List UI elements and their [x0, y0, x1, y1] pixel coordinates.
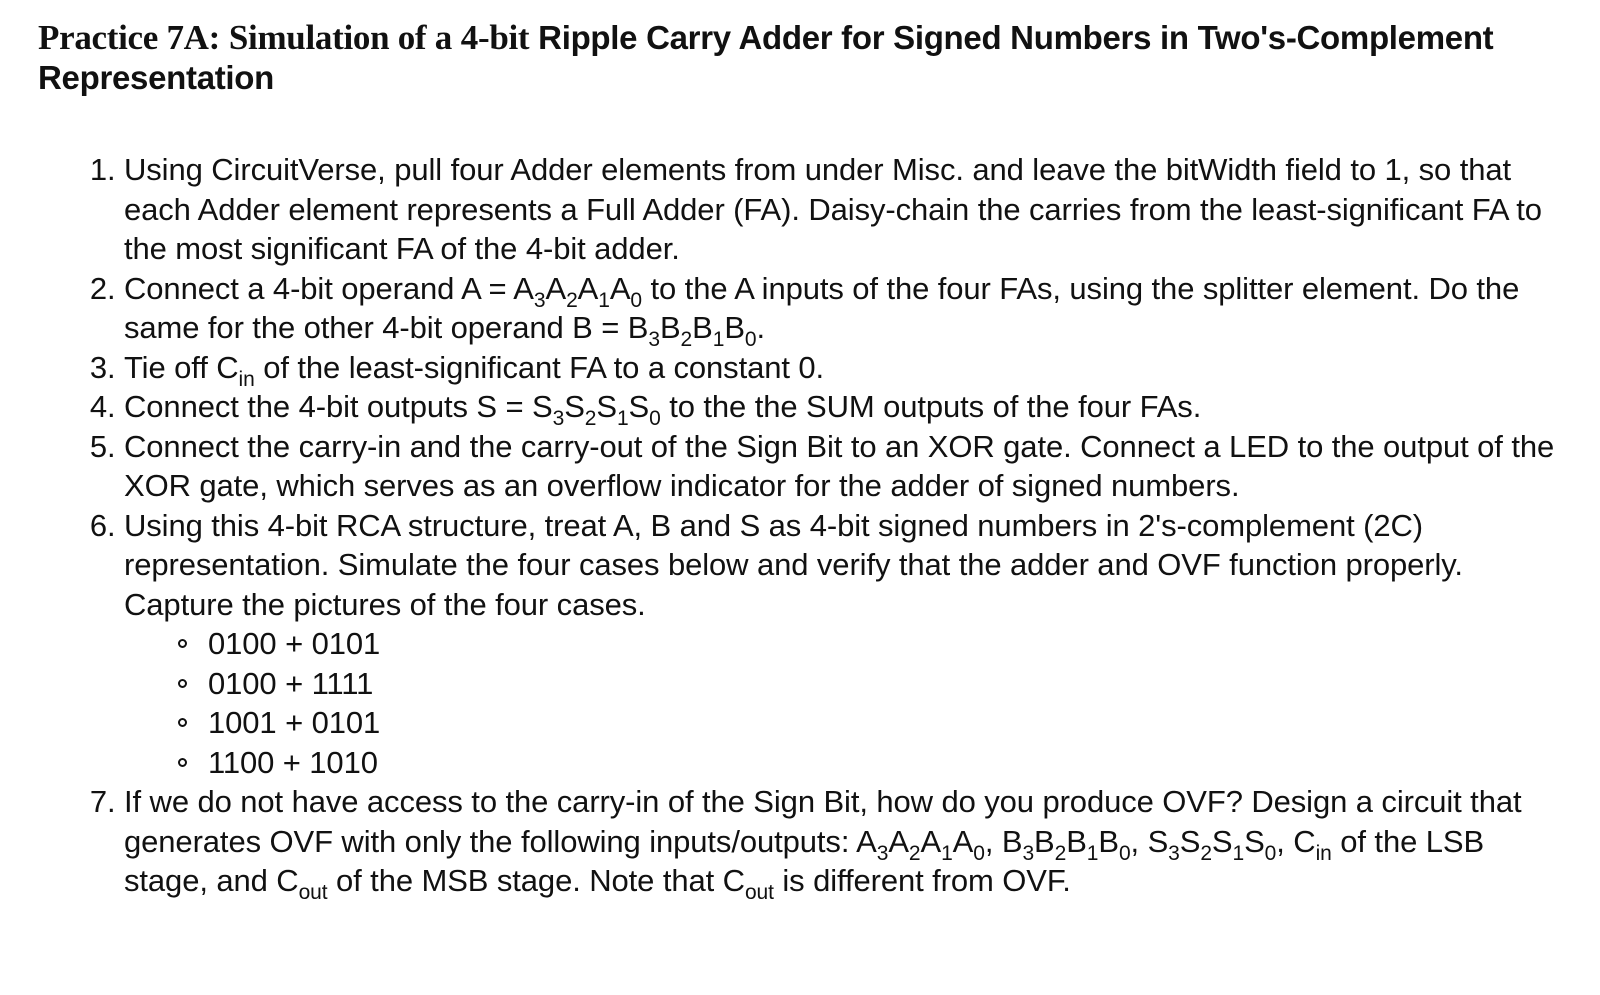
list-item: 0100 + 0101: [174, 624, 1560, 664]
title-practice: Practice 7A:: [38, 18, 220, 57]
circle-bullet-icon: [178, 639, 187, 648]
list-item: 1001 + 0101: [174, 703, 1560, 743]
step-1: 1. Using CircuitVerse, pull four Adder elements from under Misc. and leave the bitWidth field to 1, so that each Adder element represents a Full Adder (FA). Daisy-chain the carries from the least-significant FA to the most significant FA of the 4-bit adder.: [124, 150, 1560, 269]
list-item: 0100 + 1111: [174, 664, 1560, 704]
step-4: 4. Connect the 4-bit outputs $S = S_3S_2S_1S_0$ to the the SUM outputs of the four FAs.: [124, 387, 1560, 427]
step-3: 3. Tie off $C_{in}$ of the least-significant FA to a constant 0.: [124, 348, 1560, 388]
step-7: 7. If we do not have access to the carry-in of the Sign Bit, how do you produce OVF? Design a circuit that generates OVF with only the following inputs/outputs: $A_3A_2A_1A_0$, $B_3B_2B_1B_0$, $S_3S_2S_1S_0$, $C_{in}$ of the LSB stage, and $C_{out}$ of the MSB stage. Note that $C_{out}$ is different from OVF.: [124, 782, 1560, 901]
circle-bullet-icon: [178, 718, 187, 727]
step-2: 2. Connect a 4-bit operand $A = A_3A_2A_1A_0$ to the A inputs of the four FAs, using the splitter element. Do the same for the other 4-bit operand $B = B_3B_2B_1B_0$.: [124, 269, 1560, 348]
page-title: [38, 18, 1560, 98]
circle-bullet-icon: [178, 679, 187, 688]
title-bits: 4-bit: [460, 18, 530, 57]
cases-list: [124, 624, 1560, 782]
steps-list: [38, 150, 1560, 904]
title-simulation: Simulation of a: [228, 18, 452, 57]
step-5: 5. Connect the carry-in and the carry-out of the Sign Bit to an XOR gate. Connect a LED to the output of the XOR gate, which serves as an overflow indicator for the adder of signed numbers.: [124, 427, 1560, 506]
step-6: 6. Using this 4-bit RCA structure, treat A, B and S as 4-bit signed numbers in 2's-complement (2C) representation. Simulate the four cases below and verify that the adder and OVF function properly. Capture the pictures of the four cases. 0100 + 0101 0100 + 1111 1001 + 0101 1100 + 1010: [124, 506, 1560, 783]
title-rest: Ripple Carry Adder for Signed Numbers in Two's-Complement Representation: [38, 19, 1494, 96]
list-item: 1100 + 1010: [174, 743, 1560, 783]
circle-bullet-icon: [178, 758, 187, 767]
